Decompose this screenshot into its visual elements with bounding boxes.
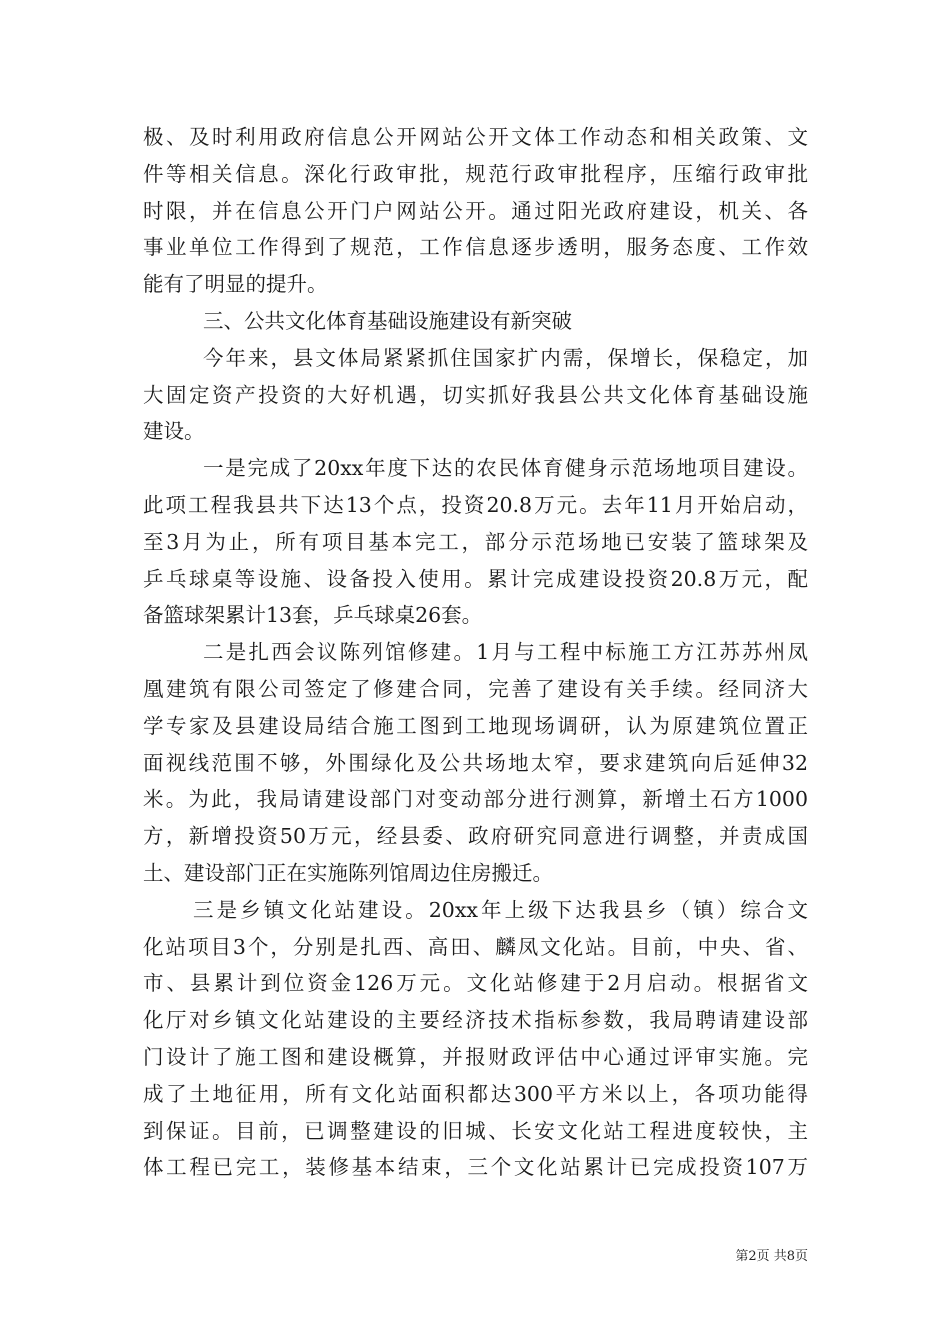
text-line: 至3月为止，所有项目基本完工，部分示范场地已安装了篮球架及 xyxy=(143,529,808,554)
text-line: 市、县累计到位资金126万元。文化站修建于2月启动。根据省文 xyxy=(143,971,808,996)
text-line: 体工程已完工，装修基本结束，三个文化站累计已完成投资107万 xyxy=(143,1155,808,1180)
text-line: 面视线范围不够，外围绿化及公共场地太窄，要求建筑向后延伸32 xyxy=(143,750,808,775)
text-line: 能有了明显的提升。 xyxy=(143,272,328,297)
body-text xyxy=(143,119,808,1186)
text-line: 乒乓球桌等设施、设备投入使用。累计完成建设投资20.8万元，配 xyxy=(143,566,808,591)
text-line: 学专家及县建设局结合施工图到工地现场调研，认为原建筑位置正 xyxy=(143,713,808,738)
text-line: 极、及时利用政府信息公开网站公开文体工作动态和相关政策、文 xyxy=(143,125,808,149)
text-line: 时限，并在信息公开门户网站公开。通过阳光政府建设，机关、各 xyxy=(143,198,808,223)
section-heading: 三、公共文化体育基础设施建设有新突破 xyxy=(203,308,572,333)
text-line: 今年来，县文体局紧紧抓住国家扩内需，保增长，保稳定，加 xyxy=(203,345,808,370)
text-line: 凰建筑有限公司签定了修建合同，完善了建设有关手续。经同济大 xyxy=(143,676,808,701)
text-line: 门设计了施工图和建设概算，并报财政评估中心通过评审实施。完 xyxy=(143,1044,808,1069)
text-line: 事业单位工作得到了规范，工作信息逐步透明，服务态度、工作效 xyxy=(143,235,808,260)
text-line: 三是乡镇文化站建设。20xx年上级下达我县乡（镇）综合文 xyxy=(193,897,808,922)
text-line: 此项工程我县共下达13个点，投资20.8万元。去年11月开始启动， xyxy=(143,492,808,517)
text-line: 成了土地征用，所有文化站面积都达300平方米以上，各项功能得 xyxy=(143,1081,808,1106)
page-number: 第2页 共8页 xyxy=(735,1249,808,1264)
text-line: 一是完成了20xx年度下达的农民体育健身示范场地项目建设。 xyxy=(203,456,808,481)
text-line: 件等相关信息。深化行政审批，规范行政审批程序，压缩行政审批 xyxy=(143,161,808,186)
text-line: 化站项目3个，分别是扎西、高田、麟凤文化站。目前，中央、省、 xyxy=(143,934,808,959)
text-line: 大固定资产投资的大好机遇，切实抓好我县公共文化体育基础设施 xyxy=(143,382,808,407)
text-line: 备篮球架累计13套，乒乓球桌26套。 xyxy=(143,603,483,628)
text-line: 二是扎西会议陈列馆修建。1月与工程中标施工方江苏苏州凤 xyxy=(203,640,808,665)
text-line: 到保证。目前，已调整建设的旧城、长安文化站工程进度较快，主 xyxy=(143,1118,808,1143)
text-line: 土、建设部门正在实施陈列馆周边住房搬迁。 xyxy=(143,860,553,885)
text-line: 米。为此，我局请建设部门对变动部分进行测算，新增土石方1000 xyxy=(143,787,808,812)
text-line: 建设。 xyxy=(143,419,205,444)
text-line: 方，新增投资50万元，经县委、政府研究同意进行调整，并责成国 xyxy=(143,824,808,849)
text-line: 化厅对乡镇文化站建设的主要经济技术指标参数，我局聘请建设部 xyxy=(143,1008,808,1033)
